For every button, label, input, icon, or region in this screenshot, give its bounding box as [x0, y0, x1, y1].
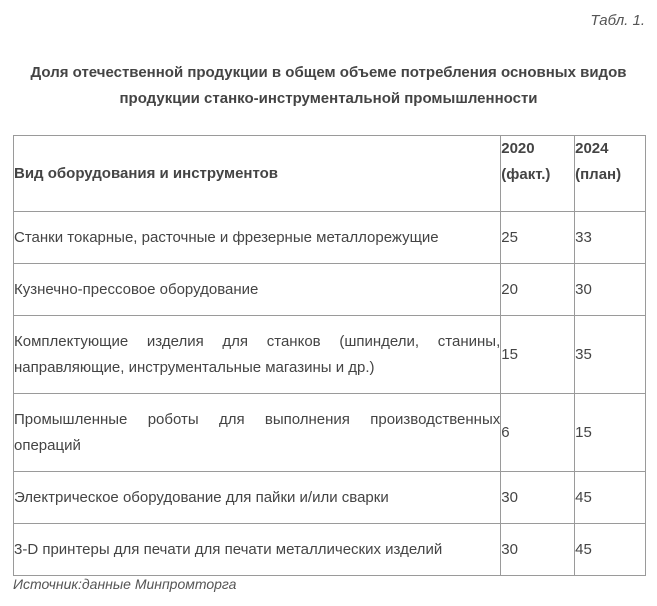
row-equipment-name: Станки токарные, расточные и фрезерные металлорежущие — [14, 212, 501, 264]
source-note: Источник:данные Минпромторга — [13, 576, 237, 592]
header-2020 — [501, 136, 575, 212]
row-value-2024: 35 — [575, 316, 646, 394]
row-value-2024: 15 — [575, 394, 646, 472]
table-row — [14, 472, 646, 524]
table-row — [14, 264, 646, 316]
header-2024-note: (план) — [575, 166, 622, 183]
table-number-label: Табл. 1. — [590, 12, 645, 29]
row-equipment-name: Промышленные роботы для выполнения производственных операций — [14, 394, 501, 472]
table-row — [14, 212, 646, 264]
row-equipment-name: 3-D принтеры для печати для печати металлических изделий — [14, 524, 501, 576]
row-value-2020: 25 — [501, 212, 575, 264]
table-row — [14, 316, 646, 394]
header-2024-year: 2024 — [575, 140, 609, 157]
row-value-2020: 30 — [501, 472, 575, 524]
row-equipment-name: Кузнечно-прессовое оборудование — [14, 264, 501, 316]
row-value-2020: 6 — [501, 394, 575, 472]
data-table — [13, 135, 646, 576]
row-equipment-name: Комплектующие изделия для станков (шпиндели, станины, направляющие, инструментальные магазины и др.) — [14, 316, 501, 394]
table-row — [14, 524, 646, 576]
row-value-2024: 30 — [575, 264, 646, 316]
row-value-2024: 45 — [575, 472, 646, 524]
row-value-2020: 15 — [501, 316, 575, 394]
row-value-2024: 45 — [575, 524, 646, 576]
header-2024 — [575, 136, 646, 212]
table-title: Доля отечественной продукции в общем объеме потребления основных видов продукции станко-инструментальной промышленности — [30, 64, 627, 107]
row-equipment-name: Электрическое оборудование для пайки и/или сварки — [14, 472, 501, 524]
row-value-2020: 30 — [501, 524, 575, 576]
header-2020-note: (факт.) — [501, 166, 551, 183]
header-equipment: Вид оборудования и инструментов — [14, 136, 501, 212]
table-header-row — [14, 136, 646, 212]
table-row — [14, 394, 646, 472]
row-value-2024: 33 — [575, 212, 646, 264]
header-2020-year: 2020 — [501, 140, 535, 157]
row-value-2020: 20 — [501, 264, 575, 316]
